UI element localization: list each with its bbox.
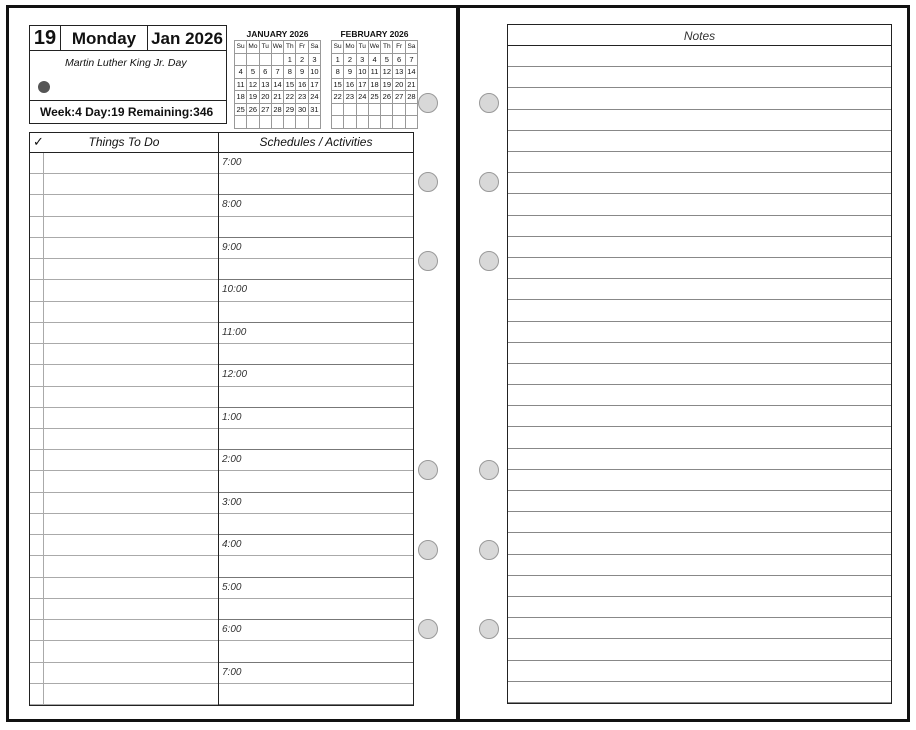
todo-row[interactable]	[30, 514, 218, 535]
calendar-day-cell	[272, 116, 284, 129]
holiday-box	[29, 50, 227, 101]
weekday-header-cell: Tu	[357, 41, 369, 54]
binder-hole-icon	[418, 460, 438, 480]
schedule-list	[218, 153, 413, 705]
todo-row[interactable]	[30, 280, 218, 301]
calendar-day-cell[interactable]: 3	[357, 54, 369, 67]
schedule-slot[interactable]	[219, 663, 413, 684]
weekday-header-cell: Sa	[309, 41, 321, 54]
note-line[interactable]	[508, 364, 891, 385]
time-label: 7:00	[222, 666, 242, 678]
note-line[interactable]	[508, 110, 891, 131]
weekday-header-cell: Su	[332, 41, 344, 54]
note-line[interactable]	[508, 237, 891, 258]
schedule-slot[interactable]	[219, 280, 413, 301]
right-notes-page	[457, 5, 910, 722]
weekday-header-cell: Tu	[260, 41, 272, 54]
todo-row[interactable]	[30, 238, 218, 259]
todo-row[interactable]	[30, 174, 218, 195]
calendar-day-cell	[369, 104, 381, 117]
calendar-day-cell[interactable]: 1	[284, 54, 296, 67]
note-line[interactable]	[508, 279, 891, 300]
calendar-day-cell[interactable]: 2	[344, 54, 356, 67]
time-label: 12:00	[222, 369, 248, 381]
calendar-day-cell[interactable]: 11	[235, 79, 247, 92]
calendar-day-cell	[406, 104, 418, 117]
calendar-day-cell	[247, 54, 259, 67]
todo-row[interactable]	[30, 450, 218, 471]
todo-checkbox[interactable]	[30, 153, 44, 173]
todo-row[interactable]	[30, 259, 218, 280]
schedule-slot[interactable]	[219, 195, 413, 216]
note-line[interactable]	[508, 152, 891, 173]
todo-checkbox[interactable]	[30, 556, 44, 576]
calendar-day-cell	[235, 116, 247, 129]
binder-hole-icon	[479, 93, 499, 113]
calendar-day-cell[interactable]: 8	[332, 66, 344, 79]
daily-table	[29, 132, 414, 706]
todo-row[interactable]	[30, 493, 218, 514]
binder-hole-icon	[418, 619, 438, 639]
todo-checkbox[interactable]	[30, 217, 44, 237]
todo-checkbox[interactable]	[30, 620, 44, 640]
todo-row[interactable]	[30, 302, 218, 323]
todo-checkbox[interactable]	[30, 450, 44, 470]
calendar-day-cell[interactable]: 22	[284, 91, 296, 104]
schedule-slot[interactable]	[219, 429, 413, 450]
time-label: 7:00	[222, 157, 242, 168]
schedule-slot[interactable]	[219, 365, 413, 386]
calendar-day-cell	[381, 104, 393, 117]
calendar-day-cell	[272, 54, 284, 67]
note-line[interactable]	[508, 194, 891, 215]
todo-row[interactable]	[30, 599, 218, 620]
time-label: 4:00	[222, 539, 242, 551]
weekday-header-cell: Mo	[247, 41, 259, 54]
todo-row[interactable]	[30, 556, 218, 577]
time-label: 1:00	[222, 411, 242, 423]
weekday-header-cell: Th	[284, 41, 296, 54]
todo-row[interactable]	[30, 365, 218, 386]
weekday-header-cell: Fr	[393, 41, 405, 54]
calendar-day-cell[interactable]: 6	[393, 54, 405, 67]
note-line[interactable]	[508, 131, 891, 152]
notes-title: Notes	[683, 29, 716, 43]
note-line[interactable]	[508, 597, 891, 618]
note-line[interactable]	[508, 322, 891, 343]
todo-checkbox[interactable]	[30, 535, 44, 555]
calendar-day-cell	[309, 116, 321, 129]
calendar-day-cell[interactable]: 14	[406, 66, 418, 79]
mini-calendar-title: JANUARY 2026	[246, 29, 309, 39]
note-line[interactable]	[508, 343, 891, 364]
binder-hole-icon	[418, 93, 438, 113]
schedule-slot[interactable]	[219, 238, 413, 259]
binder-hole-icon	[479, 251, 499, 271]
time-label: 8:00	[222, 199, 242, 211]
note-line[interactable]	[508, 258, 891, 279]
weekday-header-cell: Fr	[296, 41, 308, 54]
schedule-slot[interactable]	[219, 493, 413, 514]
todo-row[interactable]	[30, 535, 218, 556]
schedule-slot[interactable]	[219, 535, 413, 556]
calendar-day-cell[interactable]: 28	[272, 104, 284, 117]
todo-checkbox[interactable]	[30, 493, 44, 513]
schedule-slot[interactable]	[219, 599, 413, 620]
holiday-label: Martin Luther King Jr. Day	[65, 57, 187, 69]
todo-checkbox[interactable]	[30, 259, 44, 279]
note-line[interactable]	[508, 216, 891, 237]
note-line[interactable]	[508, 555, 891, 576]
schedule-slot[interactable]	[219, 641, 413, 662]
mini-calendar-grid	[331, 40, 418, 129]
todo-checkbox[interactable]	[30, 387, 44, 407]
calendar-day-cell[interactable]: 25	[235, 104, 247, 117]
calendar-day-cell[interactable]: 1	[332, 54, 344, 67]
todo-row[interactable]	[30, 641, 218, 662]
schedule-title: Schedules / Activities	[259, 135, 373, 149]
todo-checkbox[interactable]	[30, 302, 44, 322]
calendar-day-cell	[344, 104, 356, 117]
weekday-header-cell: Su	[235, 41, 247, 54]
todo-row[interactable]	[30, 620, 218, 641]
todo-row[interactable]	[30, 344, 218, 365]
todo-checkbox[interactable]	[30, 663, 44, 683]
calendar-day-cell	[260, 116, 272, 129]
calendar-day-cell	[247, 116, 259, 129]
schedule-slot[interactable]	[219, 514, 413, 535]
note-line[interactable]	[508, 385, 891, 406]
binder-hole-icon	[418, 251, 438, 271]
todo-checkbox[interactable]	[30, 641, 44, 661]
calendar-day-cell[interactable]: 20	[393, 79, 405, 92]
mini-calendar-january	[234, 29, 321, 129]
todo-row[interactable]	[30, 663, 218, 684]
todo-checkbox[interactable]	[30, 174, 44, 194]
calendar-day-cell[interactable]: 23	[296, 91, 308, 104]
binder-hole-icon	[479, 172, 499, 192]
todo-checkbox[interactable]	[30, 365, 44, 385]
calendar-day-cell	[393, 104, 405, 117]
day-number: 19	[29, 25, 61, 51]
calendar-day-cell[interactable]: 16	[344, 79, 356, 92]
calendar-day-cell[interactable]: 7	[272, 66, 284, 79]
schedule-slot[interactable]	[219, 408, 413, 429]
calendar-day-cell[interactable]: 17	[309, 79, 321, 92]
note-line[interactable]	[508, 533, 891, 554]
note-line[interactable]	[508, 639, 891, 660]
calendar-day-cell[interactable]: 12	[381, 66, 393, 79]
weekday-header-cell: Sa	[406, 41, 418, 54]
calendar-day-cell[interactable]: 11	[369, 66, 381, 79]
weekday-label: Monday	[60, 25, 148, 51]
calendar-day-cell[interactable]: 18	[369, 79, 381, 92]
todo-checkbox[interactable]	[30, 429, 44, 449]
time-label: 2:00	[222, 454, 242, 466]
note-line[interactable]	[508, 491, 891, 512]
note-line[interactable]	[508, 88, 891, 109]
day-stats: Week:4 Day:19 Remaining:346	[29, 100, 227, 124]
binder-hole-icon	[479, 619, 499, 639]
binder-hole-icon	[418, 172, 438, 192]
calendar-day-cell	[296, 116, 308, 129]
time-label: 3:00	[222, 496, 242, 508]
todo-row[interactable]	[30, 323, 218, 344]
calendar-day-cell[interactable]: 26	[247, 104, 259, 117]
schedule-slot[interactable]	[219, 174, 413, 195]
note-line[interactable]	[508, 449, 891, 470]
note-line[interactable]	[508, 618, 891, 639]
time-label: 6:00	[222, 624, 242, 636]
note-line[interactable]	[508, 427, 891, 448]
weekday-header-cell: Mo	[344, 41, 356, 54]
schedule-slot[interactable]	[219, 302, 413, 323]
calendar-day-cell[interactable]: 6	[260, 66, 272, 79]
calendar-day-cell[interactable]: 21	[272, 91, 284, 104]
todo-title: Things To Do	[88, 135, 160, 149]
calendar-day-cell[interactable]: 9	[344, 66, 356, 79]
calendar-day-cell[interactable]: 10	[357, 66, 369, 79]
calendar-day-cell	[406, 116, 418, 129]
todo-checkbox[interactable]	[30, 684, 44, 704]
todo-header	[30, 133, 218, 153]
calendar-day-cell[interactable]: 13	[393, 66, 405, 79]
check-icon: ✓	[33, 134, 44, 149]
note-line[interactable]	[508, 512, 891, 533]
schedule-slot[interactable]	[219, 578, 413, 599]
calendar-day-cell[interactable]: 4	[235, 66, 247, 79]
calendar-day-cell[interactable]: 9	[296, 66, 308, 79]
schedule-slot[interactable]	[219, 153, 413, 174]
calendar-day-cell[interactable]: 22	[332, 91, 344, 104]
todo-row[interactable]	[30, 471, 218, 492]
calendar-day-cell	[381, 116, 393, 129]
calendar-day-cell[interactable]: 28	[406, 91, 418, 104]
month-year-label: Jan 2026	[147, 25, 227, 51]
calendar-day-cell[interactable]: 4	[369, 54, 381, 67]
calendar-day-cell	[344, 116, 356, 129]
schedule-slot[interactable]	[219, 323, 413, 344]
time-label: 11:00	[222, 326, 247, 338]
calendar-day-cell[interactable]: 13	[260, 79, 272, 92]
holiday-dot-icon	[38, 81, 50, 93]
calendar-day-cell[interactable]: 29	[284, 104, 296, 117]
note-line[interactable]	[508, 173, 891, 194]
calendar-day-cell	[357, 116, 369, 129]
calendar-day-cell[interactable]: 18	[235, 91, 247, 104]
todo-checkbox[interactable]	[30, 323, 44, 343]
calendar-day-cell[interactable]: 27	[260, 104, 272, 117]
calendar-day-cell[interactable]: 19	[247, 91, 259, 104]
todo-checkbox[interactable]	[30, 408, 44, 428]
schedule-slot[interactable]	[219, 471, 413, 492]
calendar-day-cell	[284, 116, 296, 129]
calendar-day-cell	[393, 116, 405, 129]
calendar-day-cell[interactable]: 15	[284, 79, 296, 92]
calendar-day-cell[interactable]: 8	[284, 66, 296, 79]
notes-area[interactable]	[507, 24, 892, 704]
todo-checkbox[interactable]	[30, 238, 44, 258]
todo-row[interactable]	[30, 578, 218, 599]
calendar-day-cell[interactable]: 26	[381, 91, 393, 104]
calendar-day-cell[interactable]: 12	[247, 79, 259, 92]
calendar-day-cell	[357, 104, 369, 117]
todo-row[interactable]	[30, 195, 218, 216]
calendar-day-cell[interactable]: 17	[357, 79, 369, 92]
schedule-header	[218, 133, 413, 153]
calendar-day-cell[interactable]: 16	[296, 79, 308, 92]
calendar-day-cell	[332, 116, 344, 129]
weekday-header-cell: We	[272, 41, 284, 54]
calendar-day-cell[interactable]: 30	[296, 104, 308, 117]
left-planner-page	[6, 5, 459, 722]
mini-calendar-title: FEBRUARY 2026	[340, 29, 409, 39]
weekday-header-cell: We	[369, 41, 381, 54]
calendar-day-cell	[260, 54, 272, 67]
todo-row[interactable]	[30, 429, 218, 450]
time-label: 5:00	[222, 581, 242, 593]
todo-row[interactable]	[30, 217, 218, 238]
todo-checkbox[interactable]	[30, 599, 44, 619]
calendar-day-cell[interactable]: 14	[272, 79, 284, 92]
todo-checkbox[interactable]	[30, 344, 44, 364]
calendar-day-cell[interactable]: 5	[381, 54, 393, 67]
todo-row[interactable]	[30, 387, 218, 408]
calendar-day-cell[interactable]: 21	[406, 79, 418, 92]
binder-hole-icon	[418, 540, 438, 560]
mini-calendar-grid	[234, 40, 321, 129]
calendar-day-cell[interactable]: 23	[344, 91, 356, 104]
calendar-day-cell	[332, 104, 344, 117]
schedule-slot[interactable]	[219, 387, 413, 408]
schedule-slot[interactable]	[219, 684, 413, 705]
calendar-day-cell[interactable]: 5	[247, 66, 259, 79]
note-line[interactable]	[508, 576, 891, 597]
todo-checkbox[interactable]	[30, 578, 44, 598]
schedule-slot[interactable]	[219, 217, 413, 238]
calendar-day-cell	[369, 116, 381, 129]
binder-hole-icon	[479, 540, 499, 560]
todo-row[interactable]	[30, 153, 218, 174]
calendar-day-cell[interactable]: 3	[309, 54, 321, 67]
todo-list	[30, 153, 218, 705]
todo-checkbox[interactable]	[30, 514, 44, 534]
calendar-day-cell[interactable]: 15	[332, 79, 344, 92]
calendar-day-cell[interactable]: 20	[260, 91, 272, 104]
schedule-slot[interactable]	[219, 620, 413, 641]
binder-hole-icon	[479, 460, 499, 480]
schedule-slot[interactable]	[219, 259, 413, 280]
mini-calendar-february	[331, 29, 418, 129]
date-header	[29, 25, 414, 131]
schedule-slot[interactable]	[219, 450, 413, 471]
calendar-day-cell[interactable]: 19	[381, 79, 393, 92]
note-line[interactable]	[508, 300, 891, 321]
time-label: 10:00	[222, 284, 248, 296]
note-line[interactable]	[508, 682, 891, 703]
todo-row[interactable]	[30, 408, 218, 429]
todo-checkbox[interactable]	[30, 195, 44, 215]
schedule-slot[interactable]	[219, 556, 413, 577]
note-line[interactable]	[508, 46, 891, 67]
note-line[interactable]	[508, 470, 891, 491]
calendar-day-cell[interactable]: 24	[309, 91, 321, 104]
todo-row[interactable]	[30, 684, 218, 705]
schedule-slot[interactable]	[219, 344, 413, 365]
calendar-day-cell[interactable]: 25	[369, 91, 381, 104]
calendar-day-cell[interactable]: 2	[296, 54, 308, 67]
todo-checkbox[interactable]	[30, 280, 44, 300]
todo-checkbox[interactable]	[30, 471, 44, 491]
calendar-day-cell[interactable]: 24	[357, 91, 369, 104]
notes-header	[508, 25, 891, 46]
calendar-day-cell[interactable]: 27	[393, 91, 405, 104]
weekday-header-cell: Th	[381, 41, 393, 54]
note-line[interactable]	[508, 67, 891, 88]
calendar-day-cell	[235, 54, 247, 67]
calendar-day-cell[interactable]: 7	[406, 54, 418, 67]
time-label: 9:00	[222, 241, 242, 253]
calendar-day-cell[interactable]: 31	[309, 104, 321, 117]
calendar-day-cell[interactable]: 10	[309, 66, 321, 79]
note-line[interactable]	[508, 406, 891, 427]
note-line[interactable]	[508, 661, 891, 682]
